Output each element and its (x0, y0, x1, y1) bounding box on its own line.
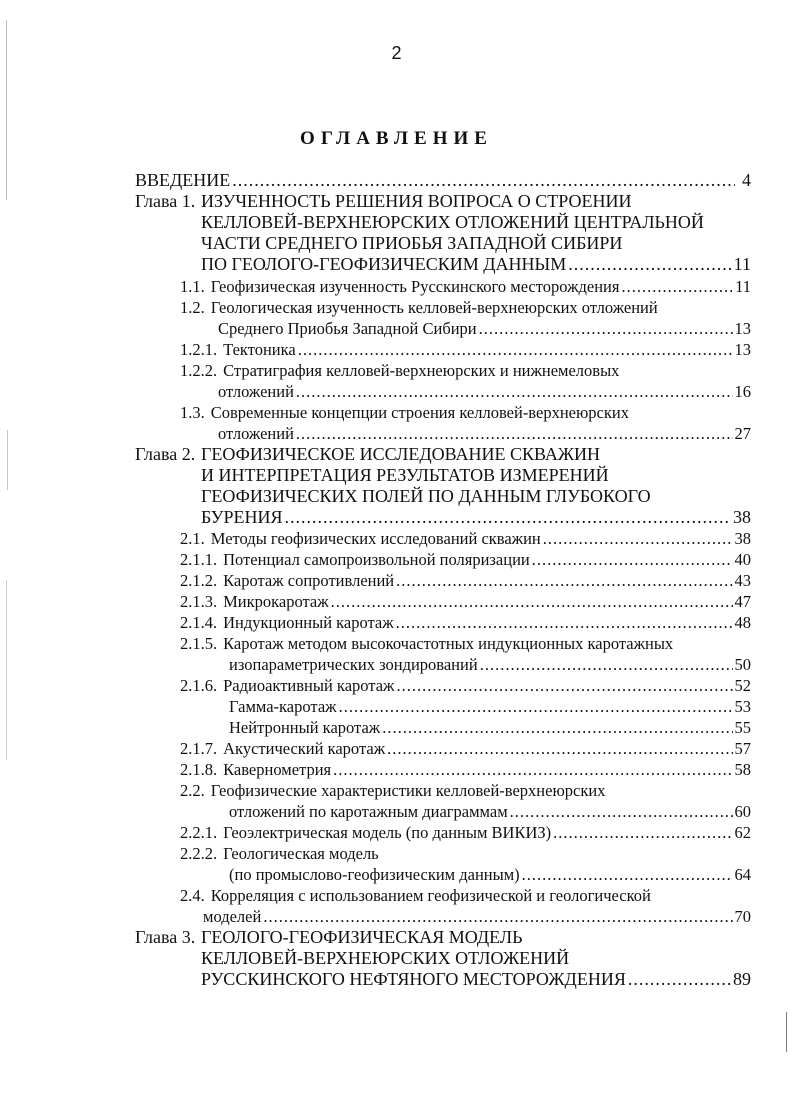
toc-entry-page: 48 (734, 613, 751, 632)
toc-entry-1-1[interactable] (180, 276, 751, 297)
toc-entry-page: 70 (734, 907, 751, 926)
toc-entry-title: ГЕОФИЗИЧЕСКОЕ ИССЛЕДОВАНИЕ СКВАЖИН (201, 444, 601, 464)
toc-entry-2-1-5[interactable] (180, 633, 751, 675)
toc-entry-title: Корреляция с использованием геофизической и геологической (210, 886, 651, 905)
toc-entry-title: Акустический каротаж (223, 739, 386, 758)
toc-entry-page: 4 (742, 170, 751, 190)
toc-entry-page: 55 (734, 718, 751, 737)
toc-entry-page: 57 (734, 739, 751, 758)
toc-entry-page: 38 (734, 529, 751, 548)
toc-entry-2-1[interactable] (180, 528, 751, 549)
leader-dots (232, 170, 735, 191)
toc-entry-2-1-3[interactable] (180, 591, 751, 612)
toc-entry-title: (по промыслово-геофизическим данным) (229, 865, 520, 884)
toc-entry-title: Современные концепции строения келловей-верхнеюрских (210, 403, 629, 422)
section-prefix: 2.1.5. (180, 634, 218, 653)
section-prefix: 2.1.6. (180, 676, 218, 695)
toc-entry-page: 53 (734, 697, 751, 716)
toc-entry-page: 13 (734, 319, 751, 338)
toc-entry-title: Среднего Приобья Западной Сибири (218, 319, 477, 338)
toc-entry-1-2[interactable] (180, 297, 751, 339)
toc-entry-page: 43 (734, 571, 751, 590)
leader-dots (396, 570, 732, 591)
toc-entry-title: РУССКИНСКОГО НЕФТЯНОГО МЕСТОРОЖДЕНИЯ (201, 969, 626, 989)
toc-entry-neutron[interactable] (229, 717, 751, 738)
toc-entry-page: 27 (734, 424, 751, 443)
leader-dots (621, 276, 733, 297)
toc-entry-page: 13 (734, 340, 751, 359)
toc-entry-title: КЕЛЛОВЕЙ-ВЕРХНЕЮРСКИХ ОТЛОЖЕНИЙ (201, 948, 570, 968)
toc-entry-title: изопараметрических зондирований (229, 655, 478, 674)
toc-entry-title: Геологическая модель (223, 844, 379, 863)
scan-artifact (6, 20, 7, 200)
toc-entry-title: Гамма-каротаж (229, 697, 337, 716)
toc-entry-title: Каротаж методом высокочастотных индукционных каротажных (223, 634, 674, 653)
toc-entry-page: 62 (734, 823, 751, 842)
toc-entry-title: Геологическая изученность келловей-верхнеюрских отложений (210, 298, 658, 317)
leader-dots (543, 528, 733, 549)
toc-entry-2-1-7[interactable] (180, 738, 751, 759)
section-prefix: 1.3. (180, 403, 205, 422)
section-prefix: 2.2.1. (180, 823, 218, 842)
section-prefix: 1.2.2. (180, 361, 218, 380)
scan-artifact (7, 430, 8, 490)
section-prefix: 2.2. (180, 781, 205, 800)
leader-dots (298, 339, 733, 360)
section-prefix: 2.4. (180, 886, 205, 905)
leader-dots (387, 738, 732, 759)
toc-entry-title: отложений (218, 382, 294, 401)
section-prefix: 2.1.1. (180, 550, 218, 569)
section-prefix: 1.2.1. (180, 340, 218, 359)
toc-entry-page: 11 (735, 277, 751, 296)
toc-entry-title: Геофизическая изученность Русскинского месторождения (210, 277, 620, 296)
leader-dots (331, 591, 733, 612)
leader-dots (263, 906, 732, 927)
toc-entry-title: ГЕОФИЗИЧЕСКИХ ПОЛЕЙ ПО ДАННЫМ ГЛУБОКОГО (201, 486, 651, 506)
scan-artifact (786, 1012, 787, 1052)
toc-entry-introduction[interactable] (135, 170, 751, 191)
leader-dots (339, 696, 733, 717)
toc-entry-page: 11 (733, 254, 751, 274)
section-prefix: 2.1.2. (180, 571, 218, 590)
toc-entry-title: И ИНТЕРПРЕТАЦИЯ РЕЗУЛЬТАТОВ ИЗМЕРЕНИЙ (201, 465, 609, 485)
toc-entry-title: Потенциал самопроизвольной поляризации (223, 550, 530, 569)
toc-entry-page: 16 (734, 382, 751, 401)
toc-entry-title: Каротаж сопротивлений (223, 571, 395, 590)
toc-entry-2-1-6[interactable] (180, 675, 751, 696)
leader-dots (284, 507, 731, 528)
section-prefix: 1.2. (180, 298, 205, 317)
leader-dots (553, 822, 732, 843)
toc-entry-2-2[interactable] (180, 780, 751, 822)
toc-entry-title: Геофизические характеристики келловей-верхнеюрских (210, 781, 606, 800)
section-prefix: 1.1. (180, 277, 205, 296)
toc-entry-page: 58 (734, 760, 751, 779)
leader-dots (296, 423, 733, 444)
toc-entry-title: моделей (203, 907, 262, 926)
toc-entry-title: отложений по каротажным диаграммам (229, 802, 508, 821)
toc-entry-title: Геоэлектрическая модель (по данным ВИКИЗ) (223, 823, 552, 842)
section-prefix: 2.1.7. (180, 739, 218, 758)
toc-entry-title: Методы геофизических исследований скважин (210, 529, 541, 548)
chapter-prefix: Глава 3. (135, 927, 196, 947)
toc-entry-title: Индукционный каротаж (223, 613, 394, 632)
leader-dots (333, 759, 732, 780)
toc-entry-title: Кавернометрия (223, 760, 332, 779)
toc-entry-title: ИЗУЧЕННОСТЬ РЕШЕНИЯ ВОПРОСА О СТРОЕНИИ (201, 191, 632, 211)
toc-entry-title: Микрокаротаж (223, 592, 329, 611)
section-prefix: 2.1.4. (180, 613, 218, 632)
leader-dots (568, 254, 731, 275)
leader-dots (479, 318, 733, 339)
leader-dots (532, 549, 733, 570)
toc-entry-gamma[interactable] (229, 696, 751, 717)
section-prefix: 2.1.3. (180, 592, 218, 611)
toc-entry-title: ПО ГЕОЛОГО-ГЕОФИЗИЧЕСКИМ ДАННЫМ (201, 254, 567, 274)
chapter-prefix: Глава 2. (135, 444, 196, 464)
toc-entry-page: 52 (734, 676, 751, 695)
section-prefix: 2.2.2. (180, 844, 218, 863)
leader-dots (510, 801, 733, 822)
toc-entry-page: 64 (734, 865, 751, 884)
toc-entry-2-1-2[interactable] (180, 570, 751, 591)
toc-entry-1-3[interactable] (180, 402, 751, 444)
toc-entry-title: Нейтронный каротаж (229, 718, 381, 737)
toc-entry-title: ВВЕДЕНИЕ (135, 170, 231, 190)
toc-entry-1-2-1[interactable] (180, 339, 751, 360)
toc-entry-2-2-2[interactable] (180, 843, 751, 885)
chapter-prefix: Глава 1. (135, 191, 196, 211)
leader-dots (480, 654, 733, 675)
leader-dots (628, 969, 731, 990)
toc-entry-title: Стратиграфия келловей-верхнеюрских и нижнемеловых (223, 361, 620, 380)
leader-dots (522, 864, 733, 885)
toc-entry-2-1-1[interactable] (180, 549, 751, 570)
toc-entry-title: БУРЕНИЯ (201, 507, 283, 527)
toc-entry-page: 50 (734, 655, 751, 674)
toc-entry-2-1-8[interactable] (180, 759, 751, 780)
toc-entry-1-2-2[interactable] (180, 360, 751, 402)
toc-entry-page: 38 (733, 507, 751, 527)
toc-entry-title: ЧАСТИ СРЕДНЕГО ПРИОБЬЯ ЗАПАДНОЙ СИБИРИ (201, 233, 623, 253)
leader-dots (296, 381, 733, 402)
toc-entry-page: 89 (733, 969, 751, 989)
toc-entry-title: отложений (218, 424, 294, 443)
toc-entry-title: Тектоника (223, 340, 296, 359)
toc-entry-page: 47 (734, 592, 751, 611)
leader-dots (396, 675, 732, 696)
toc-title: ОГЛАВЛЕНИЕ (300, 128, 493, 149)
page-number: 2 (391, 43, 402, 63)
toc-entry-2-4[interactable] (180, 885, 751, 927)
toc-entry-page: 60 (734, 802, 751, 821)
leader-dots (396, 612, 733, 633)
toc-entry-title: ГЕОЛОГО-ГЕОФИЗИЧЕСКАЯ МОДЕЛЬ (201, 927, 523, 947)
section-prefix: 2.1. (180, 529, 205, 548)
toc-entry-2-1-4[interactable] (180, 612, 751, 633)
toc-entry-title: Радиоактивный каротаж (223, 676, 395, 695)
section-prefix: 2.1.8. (180, 760, 218, 779)
leader-dots (382, 717, 732, 738)
toc-entry-page: 40 (734, 550, 751, 569)
toc-entry-2-2-1[interactable] (180, 822, 751, 843)
toc-entry-title: КЕЛЛОВЕЙ-ВЕРХНЕЮРСКИХ ОТЛОЖЕНИЙ ЦЕНТРАЛЬНОЙ (201, 212, 704, 232)
scan-artifact (6, 580, 7, 760)
